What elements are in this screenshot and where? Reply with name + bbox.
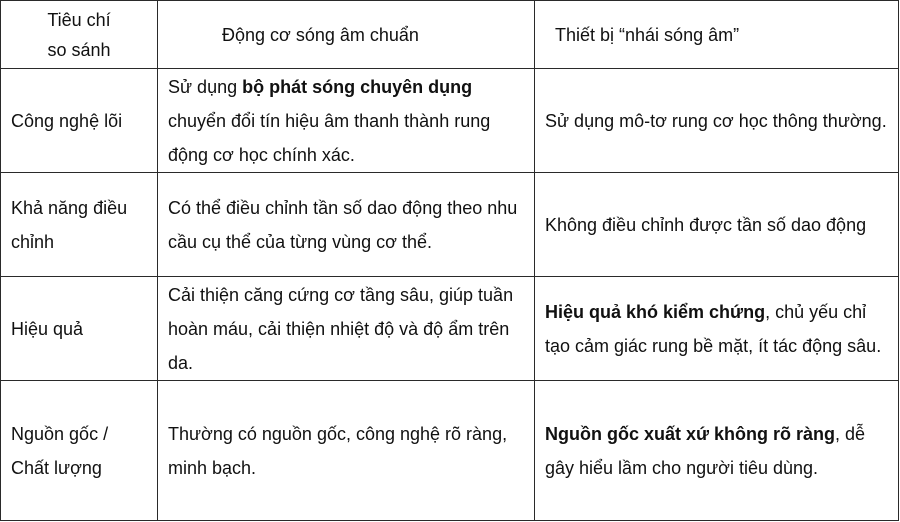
imitation-cell: Hiệu quả khó kiểm chứng, chủ yếu chỉ tạo cảm giác rung bề mặt, ít tác động sâu. <box>535 277 899 381</box>
standard-cell: Có thể điều chỉnh tần số dao động theo nhu cầu cụ thể của từng vùng cơ thể. <box>158 173 535 277</box>
table-row <box>1 69 899 173</box>
criteria-cell: Nguồn gốc / Chất lượng <box>1 381 158 521</box>
imitation-cell: Sử dụng mô-tơ rung cơ học thông thường. <box>535 69 899 173</box>
imitation-cell: Nguồn gốc xuất xứ không rõ ràng, dễ gây hiểu lầm cho người tiêu dùng. <box>535 381 899 521</box>
standard-cell: Sử dụng bộ phát sóng chuyên dụng chuyển đổi tín hiệu âm thanh thành rung động cơ học chính xác. <box>158 69 535 173</box>
criteria-cell: Công nghệ lõi <box>1 69 158 173</box>
header-standard: Động cơ sóng âm chuẩn <box>158 1 535 69</box>
criteria-cell: Hiệu quả <box>1 277 158 381</box>
table-row <box>1 173 899 277</box>
criteria-cell: Khả năng điều chỉnh <box>1 173 158 277</box>
table-row <box>1 277 899 381</box>
imitation-cell: Không điều chỉnh được tần số dao động <box>535 173 899 277</box>
header-imitation: Thiết bị “nhái sóng âm” <box>535 1 899 69</box>
table-row <box>1 381 899 521</box>
standard-cell: Cải thiện căng cứng cơ tầng sâu, giúp tuần hoàn máu, cải thiện nhiệt độ và độ ẩm trên da. <box>158 277 535 381</box>
header-row <box>1 1 899 69</box>
header-criteria: Tiêu chí so sánh <box>1 1 158 69</box>
standard-cell: Thường có nguồn gốc, công nghệ rõ ràng, minh bạch. <box>158 381 535 521</box>
